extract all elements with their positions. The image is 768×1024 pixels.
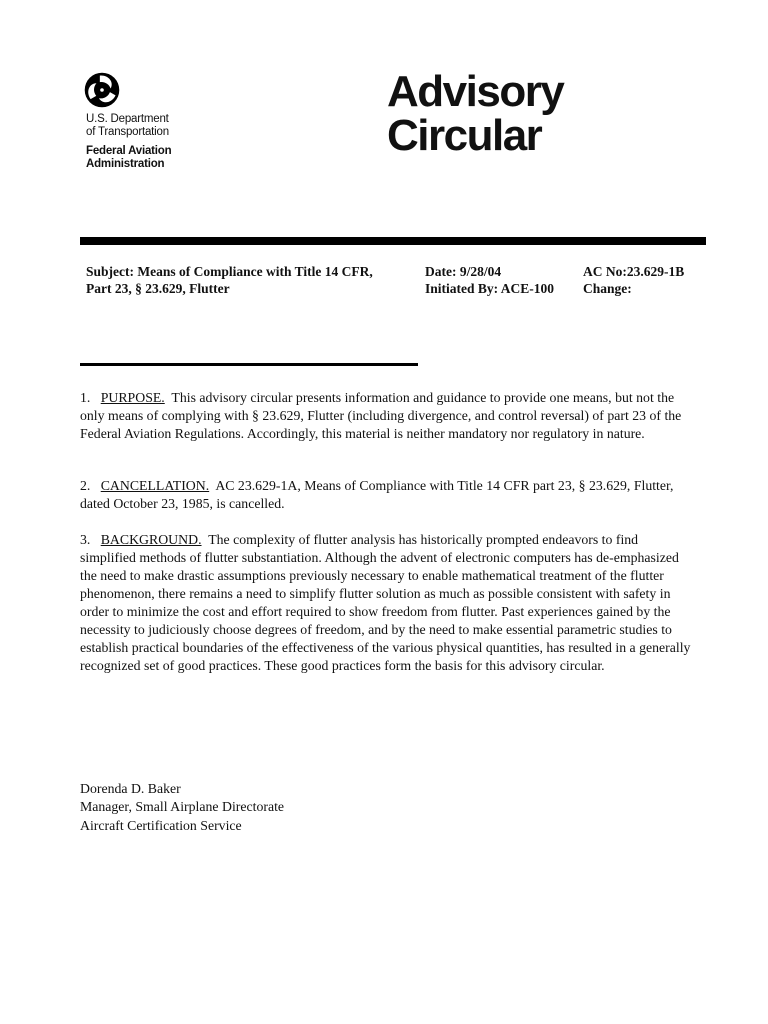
subject-line-2: Part 23, § 23.629, Flutter bbox=[86, 281, 230, 296]
background-number: 3. bbox=[80, 532, 91, 547]
purpose-heading: PURPOSE. bbox=[100, 390, 165, 405]
document-type-title-line1: Advisory bbox=[387, 67, 564, 116]
agency-line-2: of Transportation bbox=[86, 126, 169, 138]
date-field: Date: 9/28/04 bbox=[425, 264, 502, 279]
cancellation-paragraph bbox=[80, 477, 692, 513]
agency-faa-line-1: Federal Aviation bbox=[86, 145, 172, 157]
purpose-text: This advisory circular presents information and guidance to provide one means, but not the only means of complying with § 23.629, Flutter (including divergence, and control reversal) of part 23 of the Federal Aviation Regulations. Accordingly, this material is neither mandatory nor regulatory in nature. bbox=[80, 390, 682, 441]
background-text: The complexity of flutter analysis has historically prompted endeavors to find simplified methods of flutter substantiation. Although the advent of electronic computers has de-emphasized the need to make drastic assumptions previously necessary to enable mathematical treatment of the flutter phenomenon, there remains a need to simplify flutter solution as much as possible consistent with safety in order to minimize the cost and effort required to show freedom from flutter. Past experiences gained by the necessity to judiciously choose degrees of freedom, and by the need to make essential parametric studies to establish practical boundaries of the effectiveness of the various physical quantities, has resulted in a generally recognized set of good practices. These good practices form the basis for this advisory circular. bbox=[80, 532, 691, 673]
purpose-paragraph bbox=[80, 389, 692, 443]
purpose-number: 1. bbox=[80, 390, 91, 405]
background-heading: BACKGROUND. bbox=[100, 532, 202, 547]
header-divider bbox=[80, 237, 706, 245]
change-field: Change: bbox=[583, 281, 632, 296]
cancellation-text: AC 23.629-1A, Means of Compliance with Title 14 CFR part 23, § 23.629, Flutter, dated October 23, 1985, is cancelled. bbox=[80, 478, 674, 511]
subject-divider bbox=[80, 363, 418, 366]
agency-faa-line-2: Administration bbox=[86, 158, 165, 170]
background-paragraph bbox=[80, 531, 692, 675]
initiated-by-field: Initiated By: ACE-100 bbox=[425, 281, 555, 296]
signer-title: Manager, Small Airplane Directorate bbox=[80, 799, 285, 814]
subject-line-1: Subject: Means of Compliance with Title 14 CFR, bbox=[86, 264, 373, 279]
document-type-title-line2: Circular bbox=[387, 111, 542, 160]
cancellation-number: 2. bbox=[80, 478, 91, 493]
cancellation-heading: CANCELLATION. bbox=[100, 478, 210, 493]
signer-office: Aircraft Certification Service bbox=[80, 818, 242, 833]
ac-number-field: AC No:23.629-1B bbox=[583, 264, 685, 279]
agency-line-1: U.S. Department bbox=[86, 113, 169, 125]
signer-name: Dorenda D. Baker bbox=[80, 781, 181, 796]
dot-triskelion-icon bbox=[84, 72, 120, 108]
